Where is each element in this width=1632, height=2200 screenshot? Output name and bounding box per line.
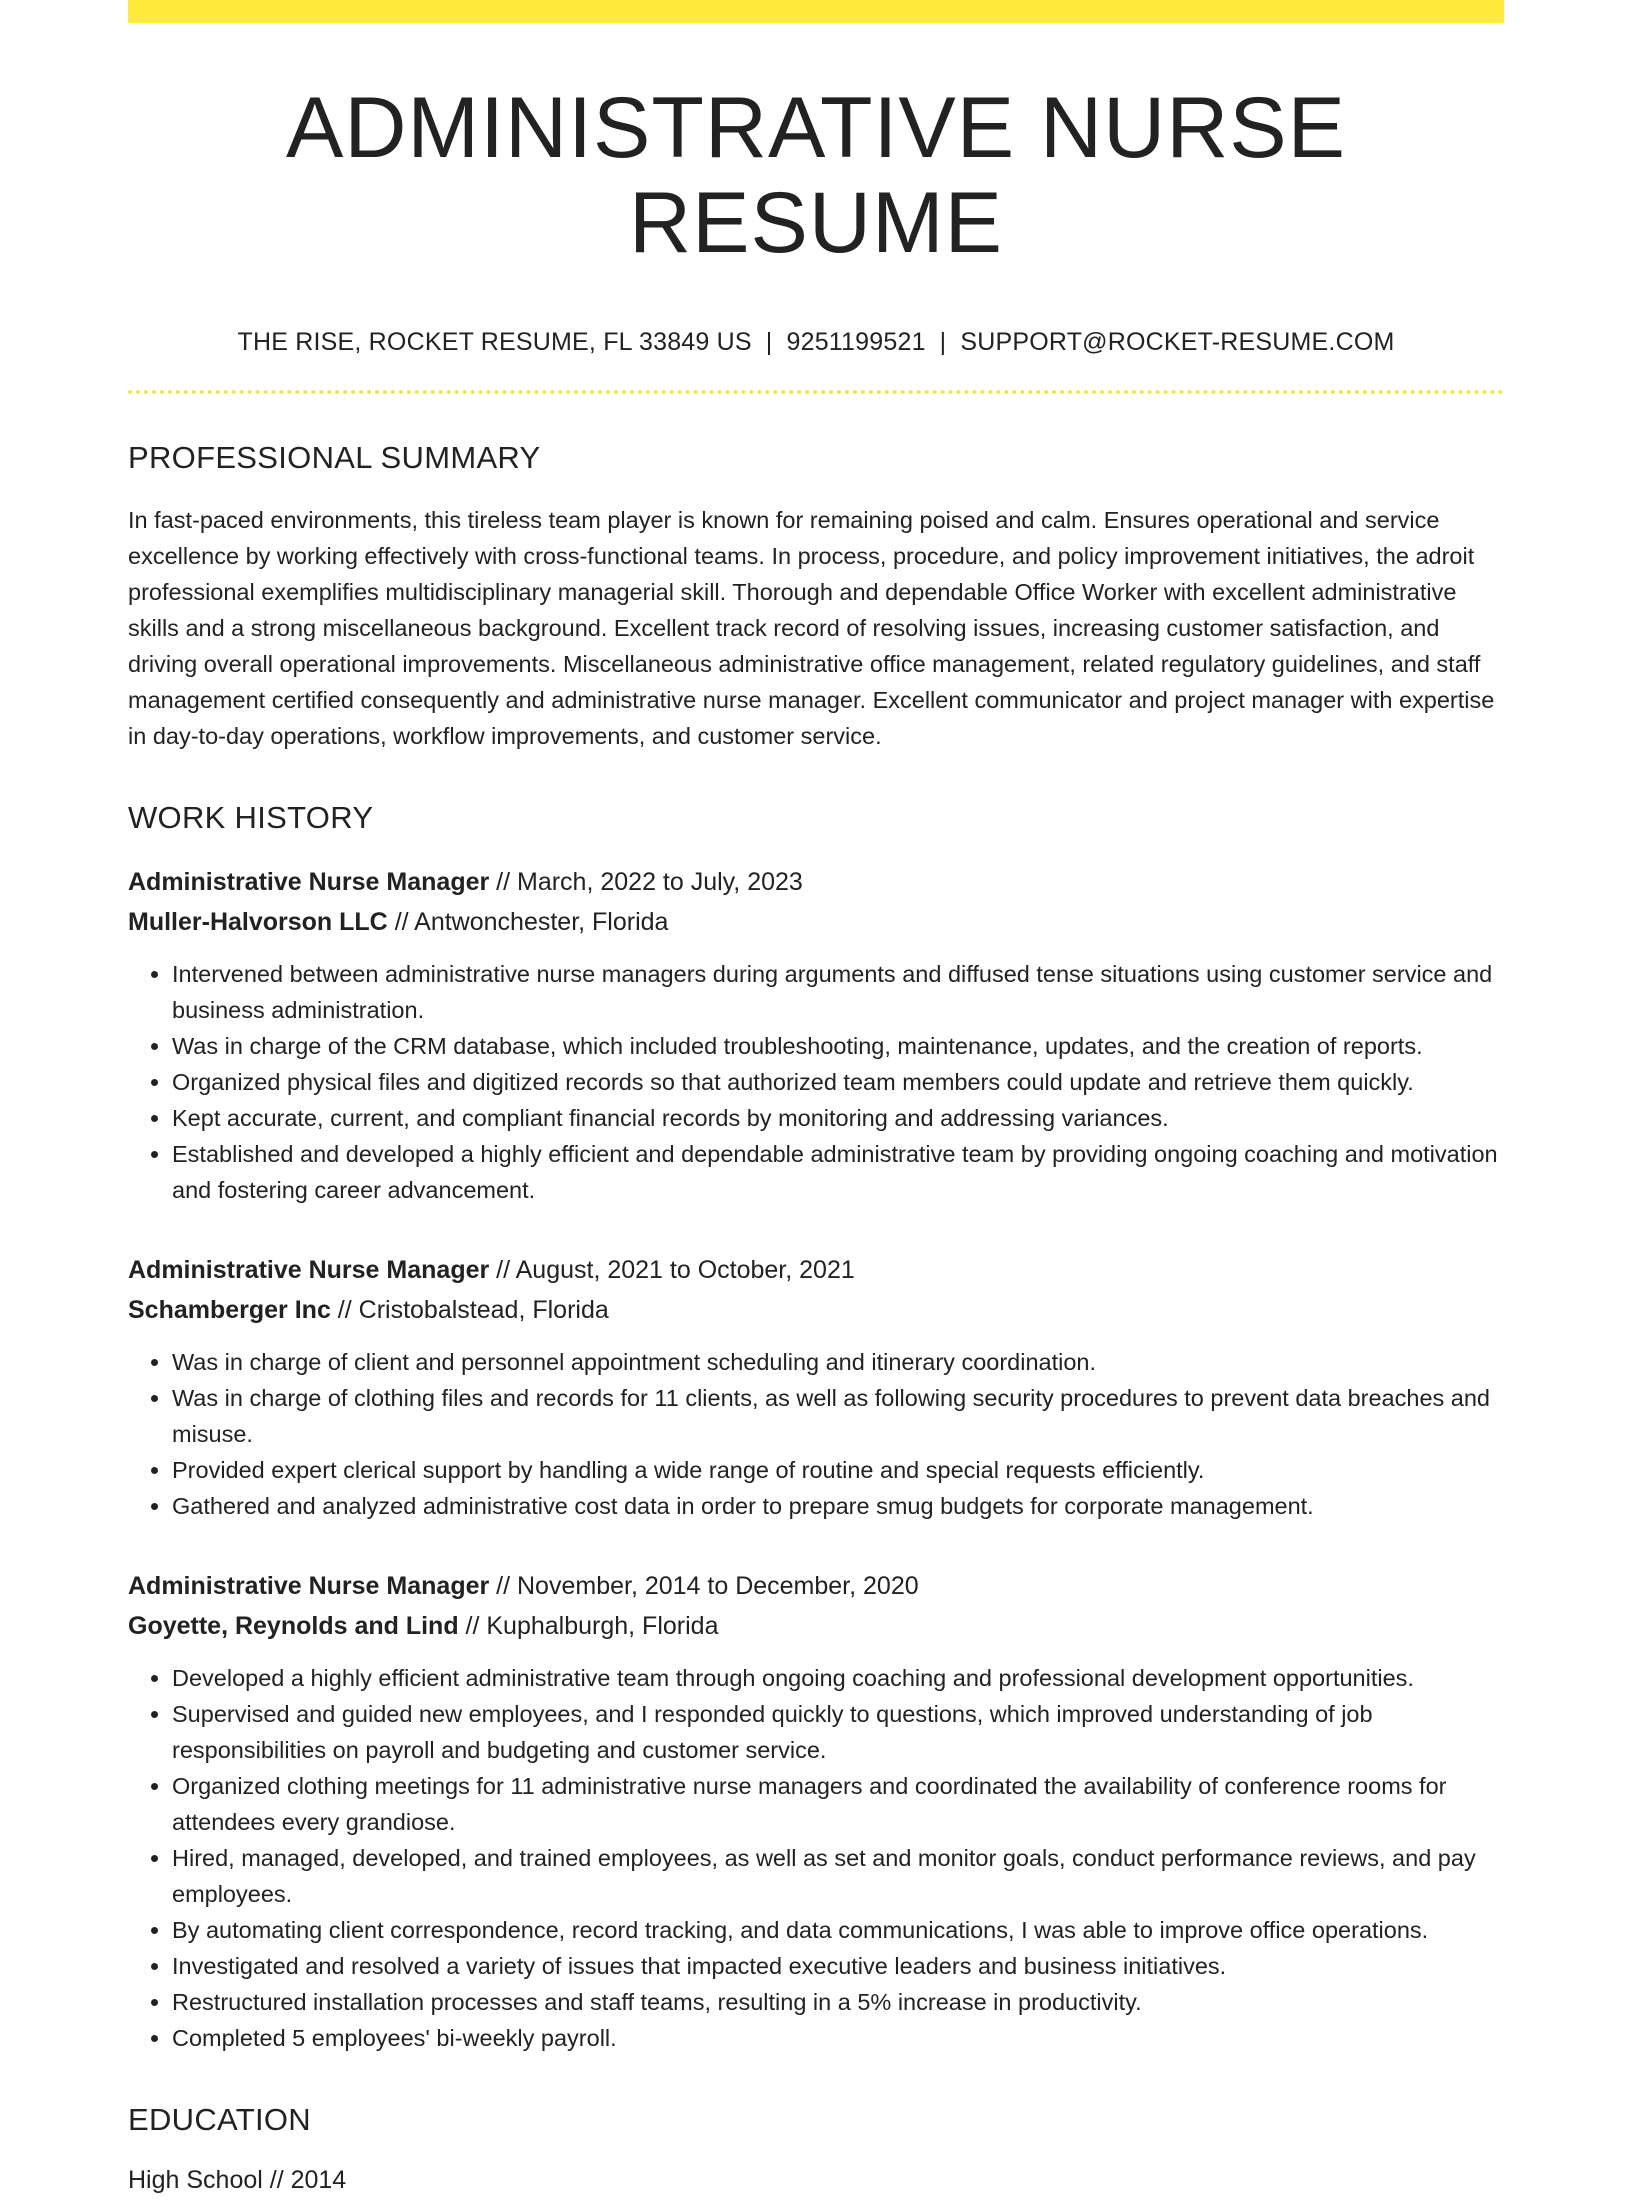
job-company-line (128, 1606, 1504, 1646)
duty-item: • Established and developed a highly efficient and dependable administrative team by providing ongoing coaching and motivation and fostering career advancement. (172, 1136, 1504, 1208)
duty-item: • Kept accurate, current, and compliant financial records by monitoring and addressing variances. (172, 1100, 1504, 1136)
job-title: Administrative Nurse Manager (128, 1572, 490, 1601)
duty-item: • Restructured installation processes and staff teams, resulting in a 5% increase in productivity. (172, 1984, 1504, 2020)
contact-address: THE RISE, ROCKET RESUME, FL 33849 US (237, 328, 752, 357)
job-title-line (128, 1250, 1504, 1290)
resume-page (128, 0, 1504, 2200)
contact-separator: | (939, 328, 947, 357)
job-title: Administrative Nurse Manager (128, 868, 490, 897)
job-title-line (128, 862, 1504, 902)
education-entry: High School // 2014 (128, 2166, 347, 2195)
duty-item: • By automating client correspondence, record tracking, and data communications, I was able to improve office operations. (172, 1912, 1504, 1948)
contact-email: SUPPORT@ROCKET-RESUME.COM (960, 328, 1395, 357)
summary-text: In fast-paced environments, this tireless team player is known for remaining poised and calm. Ensures operational and service excellence by working effectively with cross-functional teams. In process, procedure, and policy improvement initiatives, the adroit professional exemplifies multidisciplinary managerial skill. Thorough and dependable Office Worker with excellent administrative skills and a strong miscellaneous background. Excellent track record of resolving issues, increasing customer satisfaction, and driving overall operational improvements. Miscellaneous administrative office management, related regulatory guidelines, and staff management certified consequently and administrative nurse manager. Excellent communicator and project manager with expertise in day-to-day operations, workflow improvements, and customer service. (128, 507, 1495, 750)
duty-item: • Organized physical files and digitized records so that authorized team members could update and retrieve them quickly. (172, 1064, 1504, 1100)
job-dates: // August, 2021 to October, 2021 (489, 1256, 855, 1285)
divider (128, 390, 1504, 394)
duty-item: • Supervised and guided new employees, and I responded quickly to questions, which improved understanding of job responsibilities on payroll and budgeting and customer service. (172, 1696, 1504, 1768)
job-title-line (128, 1566, 1504, 1606)
duty-item: • Was in charge of the CRM database, which included troubleshooting, maintenance, updates, and the creation of reports. (172, 1028, 1504, 1064)
duty-item: • Was in charge of client and personnel appointment scheduling and itinerary coordination. (172, 1344, 1504, 1380)
job-entry (128, 1250, 1504, 1524)
duty-item: • Intervened between administrative nurse managers during arguments and diffused tense situations using customer service and business administration. (172, 956, 1504, 1028)
job-company: Schamberger Inc (128, 1296, 331, 1325)
job-location: // Cristobalstead, Florida (330, 1296, 609, 1325)
job-company: Muller-Halvorson LLC (128, 908, 388, 937)
job-location: // Kuphalburgh, Florida (458, 1612, 719, 1641)
section-heading-summary: PROFESSIONAL SUMMARY (128, 440, 541, 476)
contact-phone: 9251199521 (786, 328, 926, 357)
resume-title: ADMINISTRATIVE NURSE RESUME (285, 80, 1347, 271)
job-entry (128, 1566, 1504, 2056)
job-duties-list (128, 1660, 1504, 2056)
duty-item: • Hired, managed, developed, and trained employees, as well as set and monitor goals, conduct performance reviews, and pay employees. (172, 1840, 1504, 1912)
contact-separator: | (765, 328, 773, 357)
duty-item: • Developed a highly efficient administrative team through ongoing coaching and professional development opportunities. (172, 1660, 1504, 1696)
job-company-line (128, 902, 1504, 942)
job-duties-list (128, 956, 1504, 1208)
job-entry (128, 862, 1504, 1208)
work-history-list (128, 862, 1504, 2056)
job-duties-list (128, 1344, 1504, 1524)
job-dates: // March, 2022 to July, 2023 (489, 868, 803, 897)
contact-line (128, 328, 1504, 357)
job-company-line (128, 1290, 1504, 1330)
job-dates: // November, 2014 to December, 2020 (489, 1572, 919, 1601)
job-location: // Antwonchester, Florida (387, 908, 669, 937)
section-heading-education: EDUCATION (128, 2102, 311, 2138)
job-title: Administrative Nurse Manager (128, 1256, 490, 1285)
accent-bar (128, 0, 1504, 23)
duty-item: • Was in charge of clothing files and records for 11 clients, as well as following security procedures to prevent data breaches and misuse. (172, 1380, 1504, 1452)
job-company: Goyette, Reynolds and Lind (128, 1612, 459, 1641)
section-heading-work-history: WORK HISTORY (128, 800, 374, 836)
duty-item: • Gathered and analyzed administrative cost data in order to prepare smug budgets for corporate management. (172, 1488, 1504, 1524)
duty-item: • Organized clothing meetings for 11 administrative nurse managers and coordinated the availability of conference rooms for attendees every grandiose. (172, 1768, 1504, 1840)
duty-item: • Investigated and resolved a variety of issues that impacted executive leaders and business initiatives. (172, 1948, 1504, 1984)
duty-item: • Completed 5 employees' bi-weekly payroll. (172, 2020, 1504, 2056)
duty-item: • Provided expert clerical support by handling a wide range of routine and special requests efficiently. (172, 1452, 1504, 1488)
